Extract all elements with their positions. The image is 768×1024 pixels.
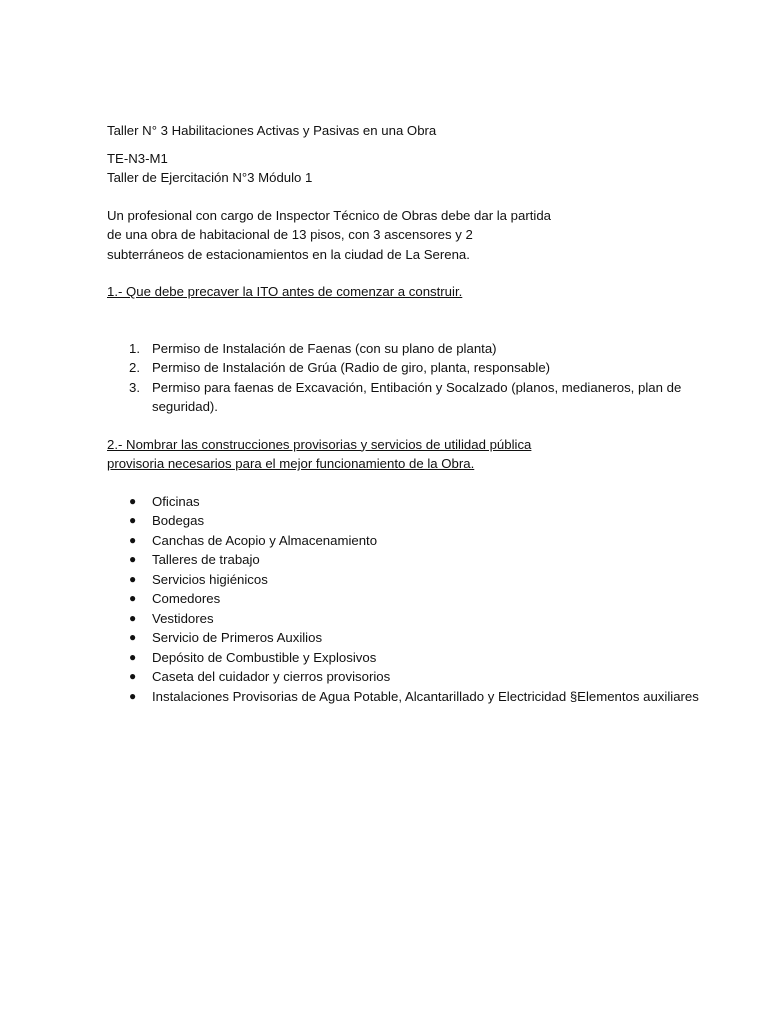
service-text: Instalaciones Provisorias de Agua Potable, Alcantarillado y Electricidad §Elementos auxiliares <box>152 688 699 704</box>
document-subtitle: Taller de Ejercitación N°3 Módulo 1 <box>107 170 313 185</box>
intro-line: Un profesional con cargo de Inspector Técnico de Obras debe dar la partida <box>107 207 552 223</box>
service-item <box>107 667 707 687</box>
permit-text: Permiso de Instalación de Faenas (con su plano de planta) <box>152 340 497 356</box>
bullet-icon: ● <box>129 493 137 508</box>
question-2-heading <box>107 435 707 474</box>
permits-list <box>107 339 707 417</box>
permit-item <box>107 358 707 378</box>
service-item <box>107 609 707 629</box>
intro-line: de una obra de habitacional de 13 pisos, con 3 ascensores y 2 <box>107 227 473 242</box>
service-item <box>107 570 707 590</box>
permit-item <box>107 339 707 359</box>
permit-text: Permiso para faenas de Excavación, Entibación y Socalzado (planos, medianeros, plan de seguridad). <box>152 379 682 414</box>
bullet-icon: ● <box>129 571 137 586</box>
service-item <box>107 550 707 570</box>
bullet-icon: ● <box>129 669 137 683</box>
service-item <box>107 648 707 668</box>
bullet-icon: ● <box>129 513 137 527</box>
document-title: Taller N° 3 Habilitaciones Activas y Pasivas en una Obra <box>107 123 437 138</box>
service-text: Comedores <box>152 591 221 606</box>
bullet-icon: ● <box>129 532 137 547</box>
bullet-icon: ● <box>129 552 137 566</box>
permit-item <box>107 378 707 417</box>
question-2-line: provisoria necesarios para el mejor funcionamiento de la Obra. <box>107 456 475 471</box>
service-text: Servicios higiénicos <box>152 571 268 587</box>
service-text: Talleres de trabajo <box>152 552 260 567</box>
service-text: Depósito de Combustible y Explosivos <box>152 649 377 665</box>
service-text: Servicio de Primeros Auxilios <box>152 630 323 645</box>
intro-line: subterráneos de estacionamientos en la ciudad de La Serena. <box>107 246 470 262</box>
intro-paragraph <box>107 206 707 265</box>
service-text: Bodegas <box>152 513 205 528</box>
list-number: 1. <box>129 340 140 356</box>
service-text: Vestidores <box>152 610 214 626</box>
document-code: TE-N3-M1 <box>107 150 168 166</box>
bullet-icon: ● <box>129 688 137 703</box>
service-item <box>107 511 707 531</box>
document-header-block <box>107 149 707 188</box>
bullet-icon: ● <box>129 591 137 605</box>
list-number: 2. <box>129 360 140 375</box>
permit-text: Permiso de Instalación de Grúa (Radio de giro, planta, responsable) <box>152 360 551 375</box>
service-item <box>107 589 707 609</box>
services-list <box>107 492 707 707</box>
service-item <box>107 628 707 648</box>
service-text: Caseta del cuidador y cierros provisorios <box>152 669 391 684</box>
bullet-icon: ● <box>129 610 137 625</box>
service-item <box>107 687 707 707</box>
bullet-icon: ● <box>129 649 137 664</box>
question-2-line: 2.- Nombrar las construcciones provisorias y servicios de utilidad pública <box>107 436 532 452</box>
document-page <box>107 121 707 706</box>
service-item <box>107 492 707 512</box>
service-text: Canchas de Acopio y Almacenamiento <box>152 532 378 548</box>
question-1-heading: 1.- Que debe precaver la ITO antes de comenzar a construir. <box>107 284 463 299</box>
bullet-icon: ● <box>129 630 137 644</box>
list-number: 3. <box>129 379 140 395</box>
service-text: Oficinas <box>152 493 200 509</box>
service-item <box>107 531 707 551</box>
